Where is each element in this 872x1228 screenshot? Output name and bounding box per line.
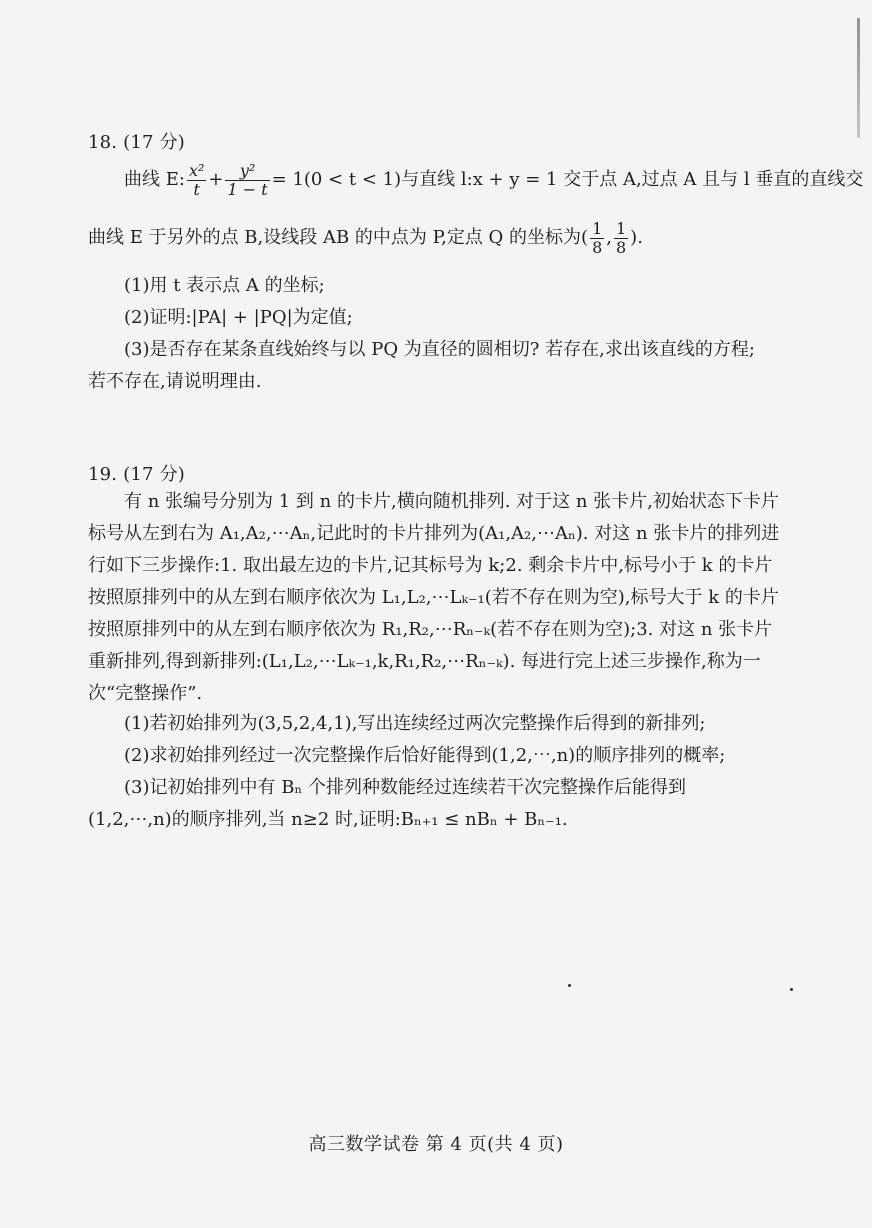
q18-line2: 曲线 E 于另外的点 B,设线段 AB 的中点为 P,定点 Q 的坐标为( $\frac{1}{8}$ , $\frac{1}{8}$ ). — [88, 219, 643, 257]
q18-item-3a: (3)是否存在某条直线始终与以 PQ 为直径的圆相切? 若存在,求出该直线的方程; — [124, 339, 755, 360]
q19-line-6: 重新排列,得到新排列:(L₁,L₂,⋯Lₖ₋₁,k,R₁,R₂,⋯Rₙ₋ₖ). 每进行完上述三步操作,称为一 — [88, 651, 761, 672]
page-footer: 高三数学试卷 第 4 页(共 4 页) — [308, 1134, 564, 1155]
q18-line1-part2: = 1(0 < t < 1)与直线 l:x + y = 1 交于点 A,过点 A 且与 l 垂直的直线交 — [271, 169, 864, 191]
q19-line-2: 标号从左到右为 A₁,A₂,⋯Aₙ,记此时的卡片排列为(A₁,A₂,⋯Aₙ). 对这 n 张卡片的排列进 — [88, 523, 780, 544]
q19-line-3: 行如下三步操作:1. 取出最左边的卡片,记其标号为 k;2. 剩余卡片中,标号小于 k 的卡片 — [88, 555, 773, 576]
q19-item-3b: (1,2,⋯,n)的顺序排列,当 n≥2 时,证明:Bₙ₊₁ ≤ nBₙ + Bₙ₋₁. — [88, 809, 568, 830]
q18-item-1: (1)用 t 表示点 A 的坐标; — [124, 275, 325, 296]
q18-item-2: (2)证明:|PA| + |PQ|为定值; — [124, 307, 353, 328]
q18-fraction-x: $\frac{\text{x²}}{t}$ — [188, 161, 205, 199]
q18-fraction-y: $\frac{\text{y²}}{1 - t}$ — [227, 161, 268, 199]
q18-line2-part1: 曲线 E 于另外的点 B,设线段 AB 的中点为 P,定点 Q 的坐标为( — [88, 227, 589, 249]
q18-fraction-qx: $\frac{1}{8}$ — [592, 219, 603, 257]
q19-item-2: (2)求初始排列经过一次完整操作后恰好能得到(1,2,⋯,n)的顺序排列的概率; — [124, 745, 726, 766]
scan-speck — [568, 984, 571, 987]
q18-line1: 曲线 E: $\frac{\text{x²}}{t}$ + $\frac{\text{y²}}{1 - t}$ = 1(0 < t < 1)与直线 l:x + y = 1 交于点 A,过点 A 且与 l 垂直的直线交 — [124, 161, 864, 199]
q19-line-7: 次“完整操作”. — [88, 683, 203, 704]
q19-line-5: 按照原排列中的从左到右顺序依次为 R₁,R₂,⋯Rₙ₋ₖ(若不存在则为空);3. 对这 n 张卡片 — [88, 619, 773, 640]
q19-item-1: (1)若初始排列为(3,5,2,4,1),写出连续经过两次完整操作后得到的新排列; — [124, 713, 706, 734]
q18-header: 18. (17 分) — [88, 132, 186, 153]
q18-fraction-qy: $\frac{1}{8}$ — [615, 219, 627, 257]
q19-line-1: 有 n 张编号分别为 1 到 n 的卡片,横向随机排列. 对于这 n 张卡片,初始状态下卡片 — [124, 491, 779, 512]
q18-line1-part1: 曲线 E: — [124, 169, 185, 191]
q19-item-3a: (3)记初始排列中有 Bₙ 个排列种数能经过连续若干次完整操作后能得到 — [124, 777, 686, 798]
q19-header: 19. (17 分) — [88, 464, 186, 485]
q19-line-4: 按照原排列中的从左到右顺序依次为 L₁,L₂,⋯Lₖ₋₁(若不存在则为空),标号大于 k 的卡片 — [88, 587, 779, 608]
scan-speck — [790, 988, 793, 991]
q18-item-3b: 若不存在,请说明理由. — [88, 371, 262, 392]
q18-line2-part2: ). — [630, 227, 643, 249]
page-edge-shadow — [857, 18, 860, 138]
